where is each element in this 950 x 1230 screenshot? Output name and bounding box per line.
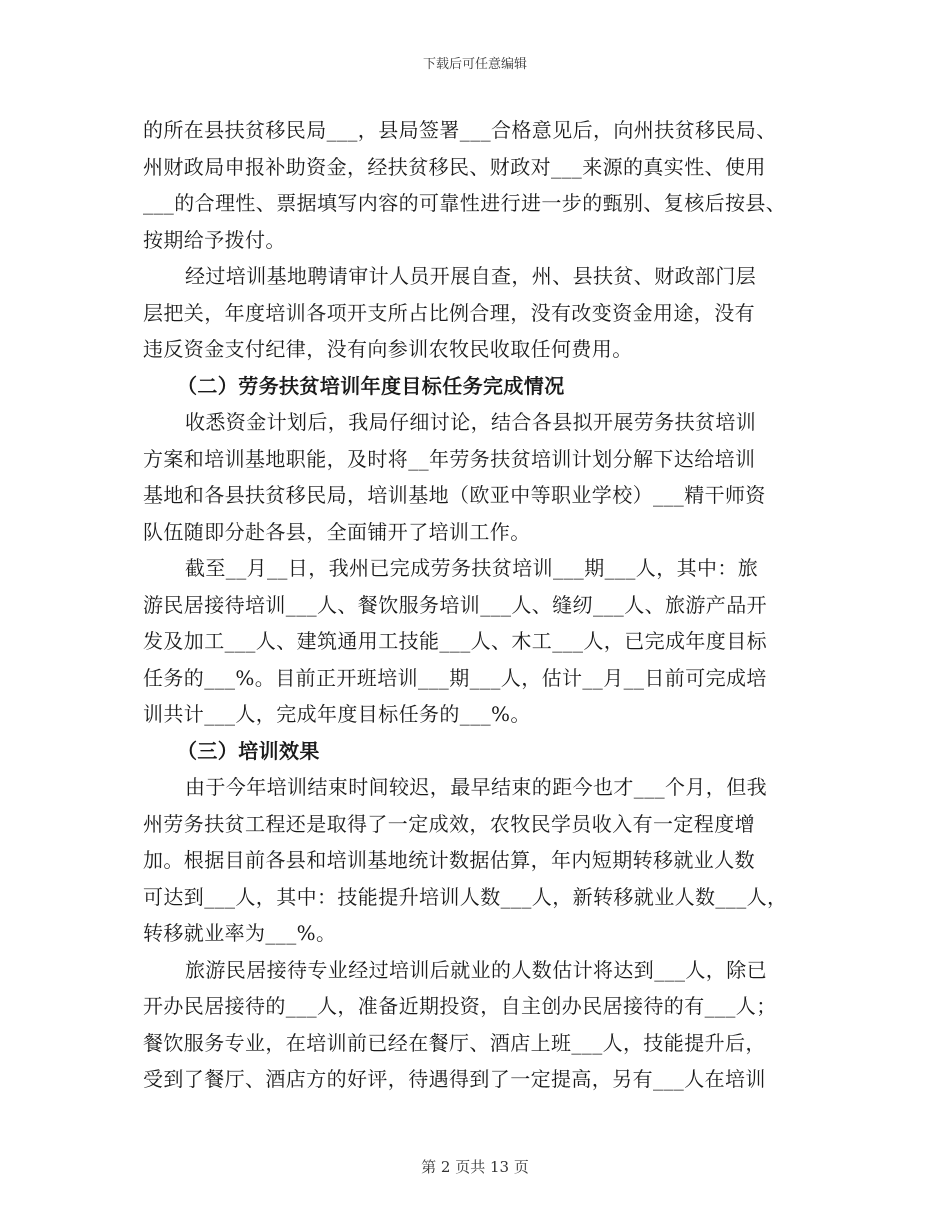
body-line: 方案和培训基地职能，及时将__年劳务扶贫培训计划分解下达给培训 bbox=[143, 446, 756, 471]
section-heading-2: （二）劳务扶贫培训年度目标任务完成情况 bbox=[177, 373, 565, 398]
body-line: 发及加工___人、建筑通用工技能___人、木工___人，已完成年度目标 bbox=[143, 629, 767, 653]
section-heading-3: （三）培训效果 bbox=[177, 738, 320, 763]
body-line: 开办民居接待的___人，准备近期投资，自主创办民居接待的有___人； bbox=[143, 994, 777, 1018]
body-line: 队伍随即分赴各县，全面铺开了培训工作。 bbox=[143, 519, 531, 544]
body-line: 受到了餐厅、酒店方的好评，待遇得到了一定提高，另有___人在培训 bbox=[143, 1067, 766, 1091]
body-line: 游民居接待培训___人、餐饮服务培训___人、缝纫___人、旅游产品开 bbox=[143, 592, 767, 617]
body-line: 州财政局申报补助资金，经扶贫移民、财政对___来源的真实性、使用 bbox=[143, 154, 766, 179]
body-line: 基地和各县扶贫移民局，培训基地（欧亚中等职业学校）___精干师资 bbox=[143, 483, 766, 507]
paragraph-start-line: 截至__月__日，我州已完成劳务扶贫培训___期___人，其中：旅 bbox=[185, 556, 759, 580]
body-line: 加。根据目前各县和培训基地统计数据估算，年内短期转移就业人数 bbox=[143, 848, 755, 872]
body-line: 任务的___%。目前正开班培训___期___人，估计__月__日前可完成培 bbox=[143, 665, 767, 690]
body-line: ___的合理性、票据填写内容的可靠性进行进一步的甄别、复核后按县、 bbox=[143, 191, 787, 215]
page-number: 第 2 页共 13 页 bbox=[421, 1158, 529, 1176]
body-line: 州劳务扶贫工程还是取得了一定成效，农牧民学员收入有一定程度增 bbox=[143, 811, 755, 836]
paragraph-start-line: 由于今年培训结束时间较迟，最早结束的距今也才___个月，但我 bbox=[185, 775, 767, 799]
body-line: 转移就业率为___%。 bbox=[143, 921, 337, 945]
page-header: 下载后可任意编辑 bbox=[422, 57, 527, 72]
body-line: 违反资金支付纪律，没有向参训农牧民收取任何费用。 bbox=[143, 337, 633, 361]
body-line: 可达到___人，其中：技能提升培训人数___人，新转移就业人数___人， bbox=[143, 884, 788, 909]
body-line: 餐饮服务专业，在培训前已经在餐厅、酒店上班___人，技能提升后， bbox=[143, 1030, 766, 1055]
body-line: 训共计___人，完成年度目标任务的___%。 bbox=[143, 702, 531, 726]
body-line: 层把关，年度培训各项开支所占比例合理，没有改变资金用途，没有 bbox=[143, 300, 755, 325]
document-body bbox=[143, 112, 823, 1098]
body-line: 的所在县扶贫移民局___，县局签署___合格意见后，向州扶贫移民局、 bbox=[143, 118, 777, 142]
paragraph-start-line: 经过培训基地聘请审计人员开展自查，州、县扶贫、财政部门层 bbox=[185, 264, 757, 288]
paragraph-start-line: 旅游民居接待专业经过培训后就业的人数估计将达到___人，除已 bbox=[185, 957, 767, 982]
body-line: 按期给予拨付。 bbox=[143, 227, 286, 252]
paragraph-start-line: 收悉资金计划后，我局仔细讨论，结合各县拟开展劳务扶贫培训 bbox=[185, 410, 757, 434]
